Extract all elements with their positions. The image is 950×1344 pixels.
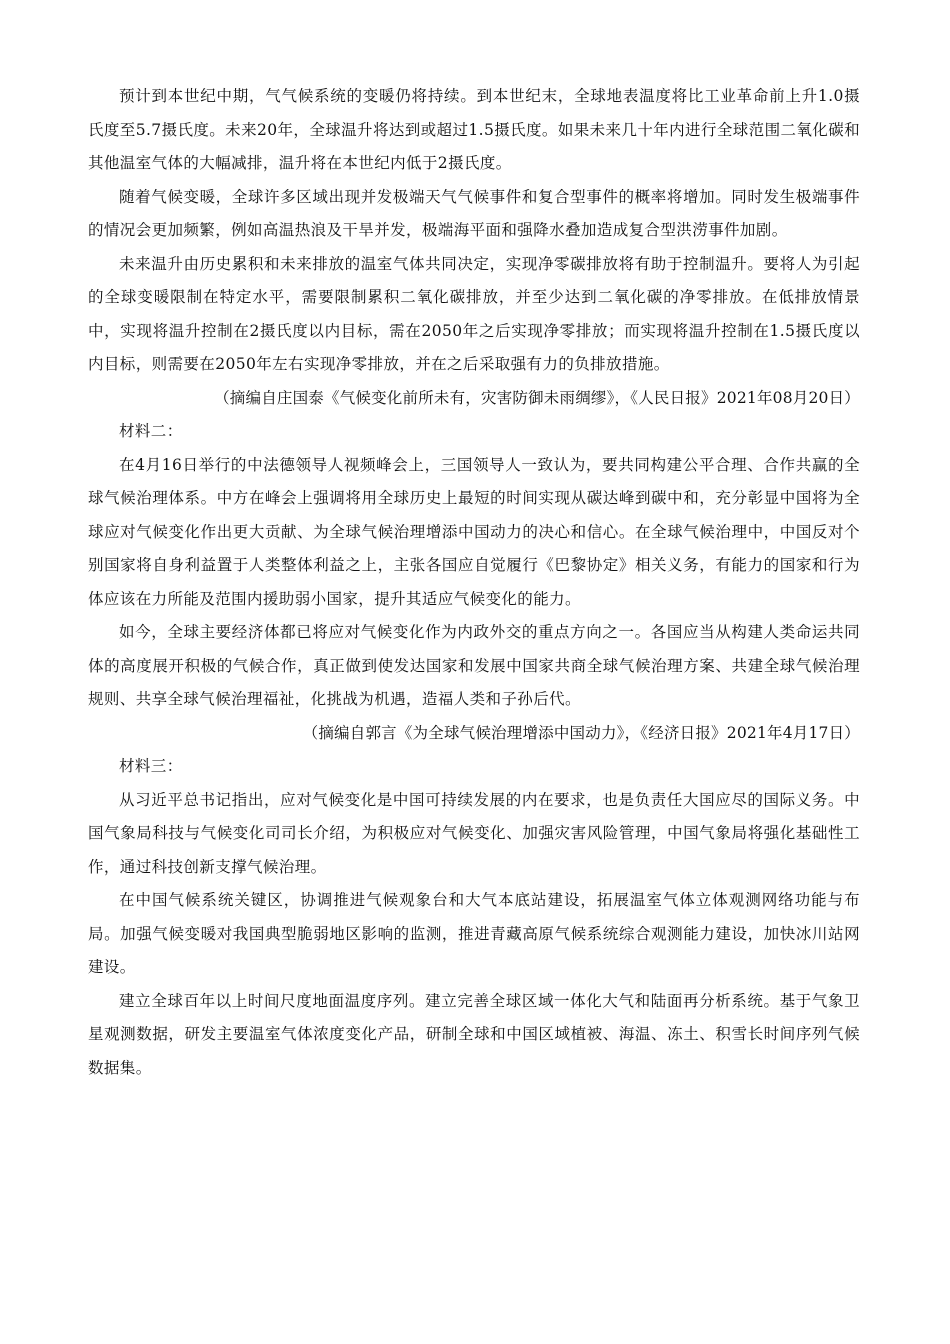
document-page: [88, 80, 860, 1085]
material3-paragraph-1: 从习近平总书记指出，应对气候变化是中国可持续发展的内在要求，也是负责任大国应尽的国际义务。中国气象局科技与气候变化司司长介绍，为积极应对气候变化、加强灾害风险管理，中国气象局将强化基础性工作，通过科技创新支撑气候治理。: [88, 790, 860, 876]
material1-paragraph-2: 随着气候变暖，全球许多区域出现并发极端天气气候事件和复合型事件的概率将增加。同时发生极端事件的情况会更加频繁，例如高温热浪及干旱并发，极端海平面和强降水叠加造成复合型洪涝事件加剧。: [88, 187, 860, 239]
material3-paragraph-2: 在中国气候系统关键区，协调推进气候观象台和大气本底站建设，拓展温室气体立体观测网络功能与布局。加强气候变暖对我国典型脆弱地区影响的监测，推进青藏高原气候系统综合观测能力建设，加快冰川站网建设。: [88, 891, 860, 976]
material1-source: （摘编自庄国泰《气候变化前所未有，灾害防御未雨绸缪》，《人民日报》2021年08月20日）: [214, 388, 860, 407]
material2-heading: 材料二：: [119, 422, 183, 440]
material2-source: （摘编自郭言《为全球气候治理增添中国动力》，《经济日报》2021年4月17日）: [302, 723, 860, 742]
material3-paragraph-3: 建立全球百年以上时间尺度地面温度序列。建立完善全球区域一体化大气和陆面再分析系统。基于气象卫星观测数据，研发主要温室气体浓度变化产品，研制全球和中国区域植被、海温、冻土、积雪长时间序列气候数据集。: [88, 991, 860, 1077]
material1-paragraph-1: 预计到本世纪中期，气气候系统的变暖仍将持续。到本世纪末，全球地表温度将比工业革命前上升1.0摄氏度至5.7摄氏度。未来20年，全球温升将达到或超过1.5摄氏度。如果未来几十年内进行全球范围二氧化碳和其他温室气体的大幅减排，温升将在本世纪内低于2摄氏度。: [88, 87, 860, 172]
material3-heading: 材料三：: [119, 757, 183, 775]
material1-paragraph-3: 未来温升由历史累积和未来排放的温室气体共同决定，实现净零碳排放将有助于控制温升。要将人为引起的全球变暖限制在特定水平，需要限制累积二氧化碳排放，并至少达到二氧化碳的净零排放。在低排放情景中，实现将温升控制在2摄氏度以内目标，需在2050年之后实现净零排放；而实现将温升控制在1.5摄氏度以内目标，则需要在2050年左右实现净零排放，并在之后采取强有力的负排放措施。: [88, 254, 860, 373]
material2-paragraph-1: 在4月16日举行的中法德领导人视频峰会上，三国领导人一致认为，要共同构建公平合理、合作共赢的全球气候治理体系。中方在峰会上强调将用全球历史上最短的时间实现从碳达峰到碳中和，充分彰显中国将为全球应对气候变化作出更大贡献、为全球气候治理增添中国动力的决心和信心。在全球气候治理中，中国反对个别国家将自身利益置于人类整体利益之上，主张各国应自觉履行《巴黎协定》相关义务，有能力的国家和行为体应该在力所能及范围内援助弱小国家，提升其适应气候变化的能力。: [88, 455, 860, 608]
material2-paragraph-2: 如今，全球主要经济体都已将应对气候变化作为内政外交的重点方向之一。各国应当从构建人类命运共同体的高度展开积极的气候合作，真正做到使发达国家和发展中国家共商全球气候治理方案、共建全球气候治理规则、共享全球气候治理福祉，化挑战为机遇，造福人类和子孙后代。: [88, 623, 860, 708]
